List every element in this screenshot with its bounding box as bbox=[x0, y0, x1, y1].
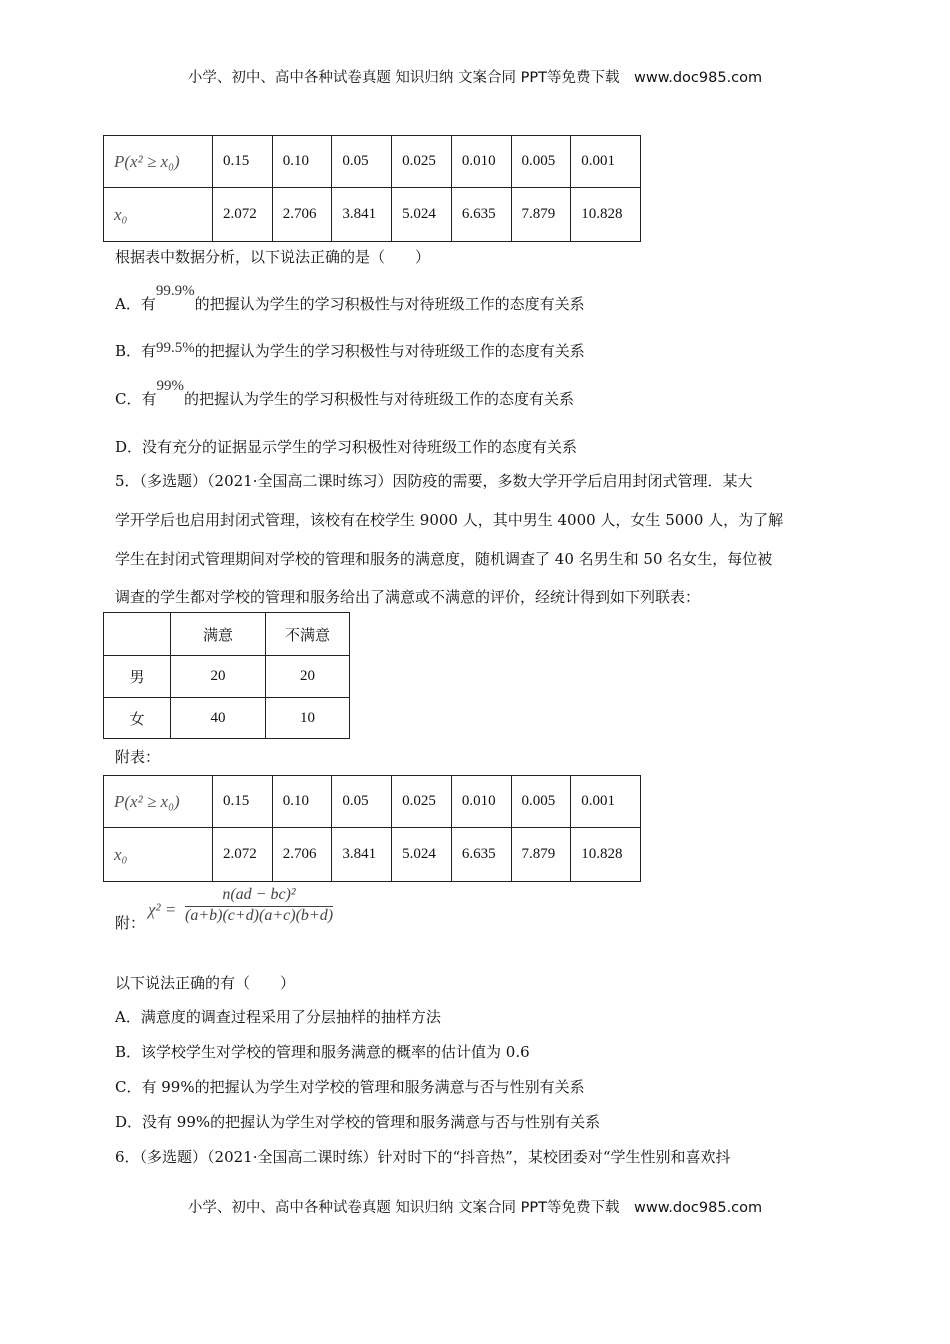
cell: 6.635 bbox=[451, 828, 511, 882]
cell: 男 bbox=[104, 656, 171, 698]
q5-line: 学生在封闭式管理期间对学校的管理和服务的满意度，随机调查了 40 名男生和 50 名女生，每位被 bbox=[115, 550, 773, 568]
formula-lhs: χ² = bbox=[148, 900, 177, 919]
row-label: x₀ bbox=[104, 188, 213, 242]
chi-square-table-2 bbox=[103, 775, 641, 882]
row-label: x₀ bbox=[104, 828, 213, 882]
cell: 20 bbox=[171, 656, 266, 698]
cell: 3.841 bbox=[332, 188, 392, 242]
text: C．有 bbox=[115, 390, 157, 408]
q4-option-b bbox=[115, 340, 585, 361]
row-label: P(x² ≥ x₀) bbox=[104, 776, 213, 828]
cell: 5.024 bbox=[392, 188, 452, 242]
contingency-table bbox=[103, 612, 350, 739]
formula-denominator: (a+b)(c+d)(a+c)(b+d) bbox=[185, 907, 334, 924]
cell: 0.025 bbox=[392, 776, 452, 828]
cell: 0.10 bbox=[272, 136, 332, 188]
cell: 7.879 bbox=[511, 188, 571, 242]
q4-option-c bbox=[115, 378, 574, 409]
chi-square-formula bbox=[185, 886, 333, 925]
cell: 10.828 bbox=[571, 188, 641, 242]
cell: 0.005 bbox=[511, 776, 571, 828]
cell: 10.828 bbox=[571, 828, 641, 882]
cell: 0.001 bbox=[571, 136, 641, 188]
text: 的把握认为学生的学习积极性与对待班级工作的态度有关系 bbox=[194, 342, 585, 360]
page-header: 小学、初中、高中各种试卷真题 知识归纳 文案合同 PPT等免费下载 www.doc985.com bbox=[187, 70, 763, 86]
cell: 0.010 bbox=[451, 136, 511, 188]
cell: 0.10 bbox=[272, 776, 332, 828]
cell: 0.15 bbox=[213, 776, 273, 828]
q5-line: 学开学后也启用封闭式管理，该校有在校学生 9000 人，其中男生 4000 人，女生 5000 人，为了解 bbox=[115, 511, 784, 529]
row-label: P(x² ≥ x₀) bbox=[104, 136, 213, 188]
cell: 7.879 bbox=[511, 828, 571, 882]
chi-square-table-1 bbox=[103, 135, 641, 242]
cell: 10 bbox=[266, 698, 350, 739]
text: A．有 bbox=[115, 295, 156, 313]
q6-line: 6．（多选题）（2021·全国高二课时练）针对时下的“抖音热”，某校团委对“学生性别和喜欢抖 bbox=[115, 1148, 731, 1166]
text: 的把握认为学生的学习积极性与对待班级工作的态度有关系 bbox=[183, 390, 574, 408]
q5-option-b: B．该学校学生对学校的管理和服务满意的概率的估计值为 0.6 bbox=[115, 1043, 530, 1061]
q5-stem: 以下说法正确的有（ ） bbox=[115, 974, 296, 992]
percent: 99% bbox=[156, 378, 184, 394]
cell: 0.05 bbox=[332, 776, 392, 828]
cell: 3.841 bbox=[332, 828, 392, 882]
cell: 0.005 bbox=[511, 136, 571, 188]
cell: 2.072 bbox=[213, 828, 273, 882]
text: B．有 bbox=[115, 342, 157, 360]
text: 的把握认为学生的学习积极性与对待班级工作的态度有关系 bbox=[194, 295, 585, 313]
cell: 女 bbox=[104, 698, 171, 739]
q5-option-c: C．有 99%的把握认为学生对学校的管理和服务满意与否与性别有关系 bbox=[115, 1078, 585, 1096]
cell: 0.001 bbox=[571, 776, 641, 828]
percent: 99.5% bbox=[156, 340, 195, 356]
q4-option-a bbox=[115, 283, 585, 314]
cell bbox=[104, 613, 171, 656]
cell: 满意 bbox=[171, 613, 266, 656]
percent: 99.9% bbox=[155, 283, 195, 299]
page-footer: 小学、初中、高中各种试卷真题 知识归纳 文案合同 PPT等免费下载 www.doc985.com bbox=[187, 1200, 763, 1216]
cell: 6.635 bbox=[451, 188, 511, 242]
q5-line: 调查的学生都对学校的管理和服务给出了满意或不满意的评价，经统计得到如下列联表： bbox=[115, 588, 701, 606]
cell: 40 bbox=[171, 698, 266, 739]
cell: 2.072 bbox=[213, 188, 273, 242]
cell: 2.706 bbox=[272, 188, 332, 242]
formula-label: 附： bbox=[115, 914, 146, 932]
q4-option-d: D．没有充分的证据显示学生的学习积极性对待班级工作的态度有关系 bbox=[115, 438, 578, 456]
cell: 5.024 bbox=[392, 828, 452, 882]
q4-stem: 根据表中数据分析，以下说法正确的是（ ） bbox=[115, 248, 431, 266]
cell: 0.010 bbox=[451, 776, 511, 828]
cell: 20 bbox=[266, 656, 350, 698]
q5-option-d: D．没有 99%的把握认为学生对学校的管理和服务满意与否与性别有关系 bbox=[115, 1113, 601, 1131]
cell: 0.025 bbox=[392, 136, 452, 188]
q5-line: 5．（多选题）（2021·全国高二课时练习）因防疫的需要，多数大学开学后启用封闭式管理．某大 bbox=[115, 472, 753, 490]
cell: 0.15 bbox=[213, 136, 273, 188]
appendix-label: 附表： bbox=[115, 748, 161, 766]
q5-option-a: A．满意度的调查过程采用了分层抽样的抽样方法 bbox=[115, 1008, 441, 1026]
cell: 不满意 bbox=[266, 613, 350, 656]
formula-numerator: n(ad − bc)² bbox=[185, 886, 333, 907]
cell: 0.05 bbox=[332, 136, 392, 188]
cell: 2.706 bbox=[272, 828, 332, 882]
